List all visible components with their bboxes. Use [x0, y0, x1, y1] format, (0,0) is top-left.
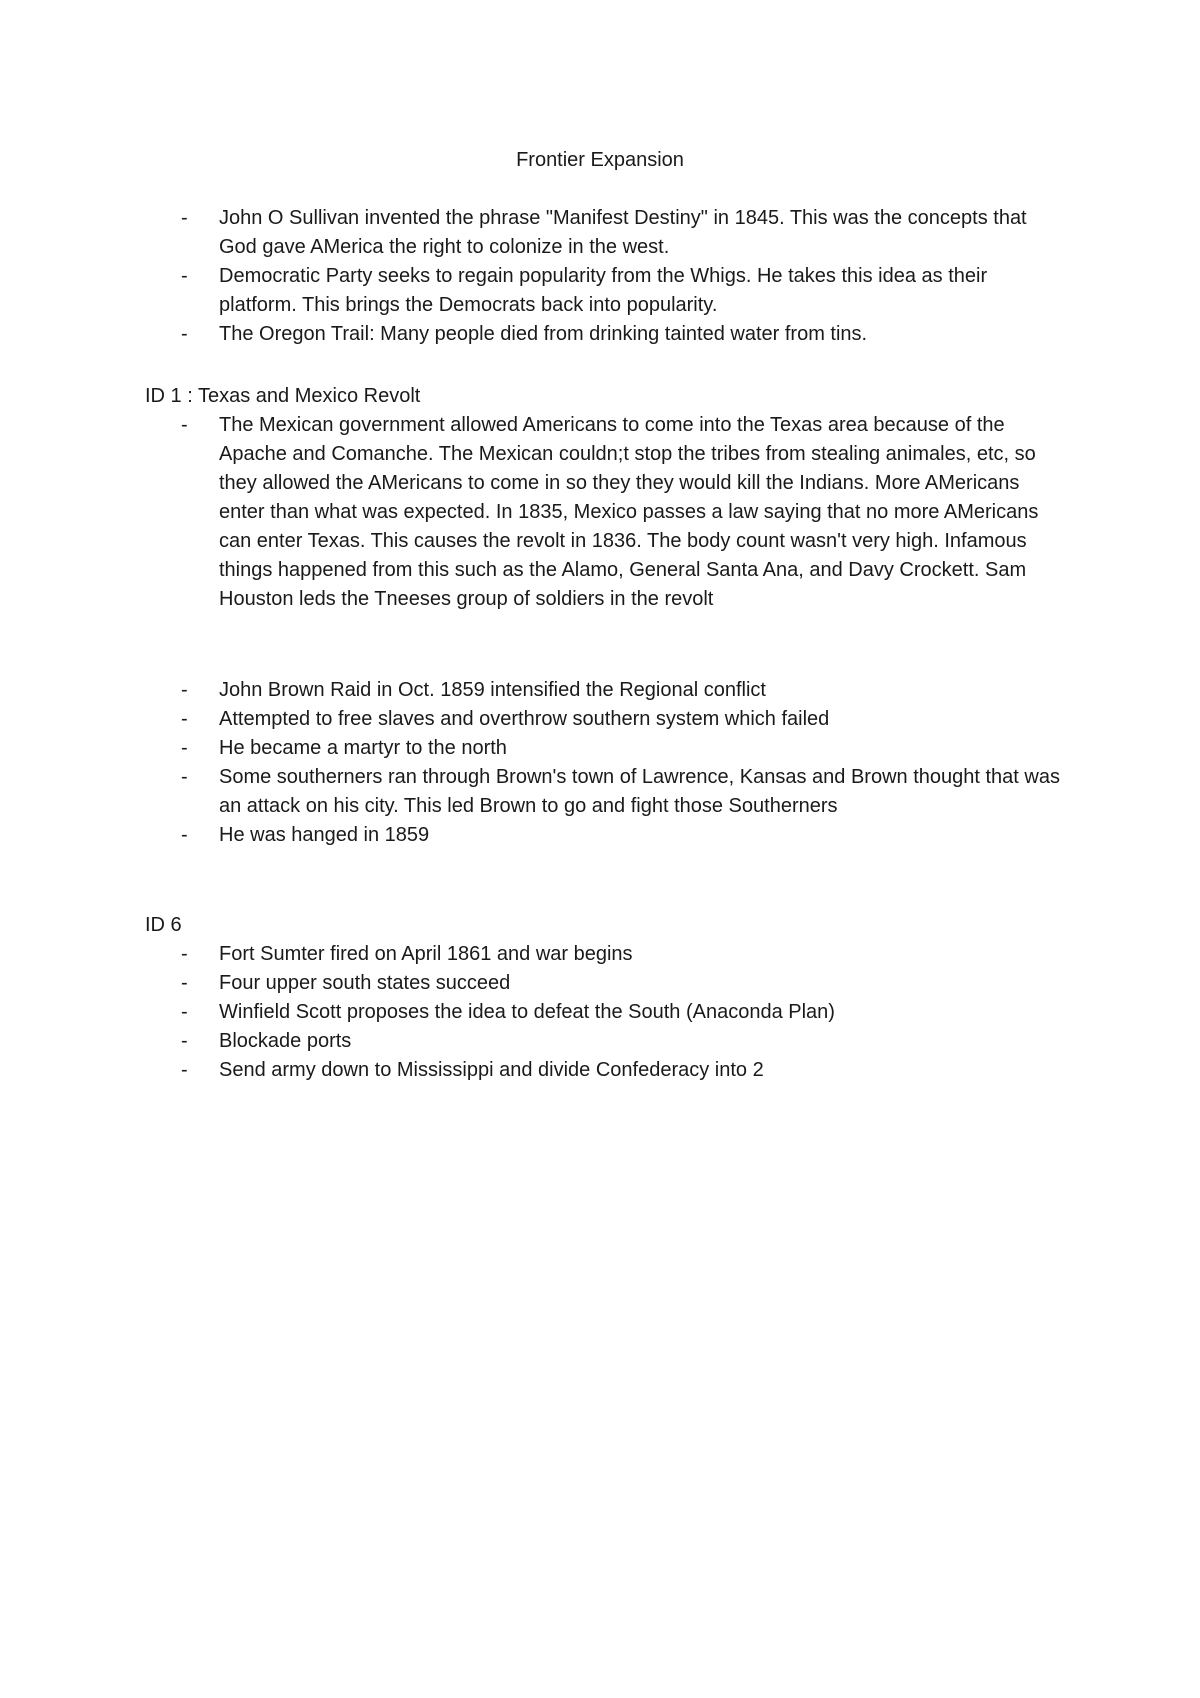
list-item	[145, 821, 1065, 850]
bullet-dash: -	[181, 766, 188, 788]
list-item-text: Winfield Scott proposes the idea to defeat the South (Anaconda Plan)	[219, 1001, 835, 1023]
bullet-dash: -	[181, 265, 188, 287]
list-item-text: Attempted to free slaves and overthrow southern system which failed	[219, 708, 830, 730]
list-item-text: Fort Sumter fired on April 1861 and war begins	[219, 943, 633, 965]
intro-bullet-list	[145, 204, 1065, 349]
list-item	[145, 676, 1065, 705]
list-item-text: Blockade ports	[219, 1030, 352, 1052]
document-title: Frontier Expansion	[516, 149, 684, 171]
list-item	[145, 1027, 1065, 1056]
list-item	[145, 320, 1065, 349]
list-item-text: The Mexican government allowed Americans to come into the Texas area because of the Apache and Comanche. The Mexican couldn;t stop the tribes from stealing animales, etc, so they allowed the AMericans to come in so they they would kill the Indians. More AMericans enter than what was expected. In 1835, Mexico passes a law saying that no more AMericans can enter Texas. This causes the revolt in 1836. The body count wasn't very high. Infamous things happened from this such as the Alamo, General Santa Ana, and Davy Crockett. Sam Houston leds the Tneeses group of soldiers in the revolt	[219, 414, 1039, 610]
bullet-dash: -	[181, 824, 188, 846]
list-item	[145, 940, 1065, 969]
section-texas-mexico	[145, 382, 1065, 614]
bullet-dash: -	[181, 1001, 188, 1023]
list-item-text: He was hanged in 1859	[219, 824, 430, 846]
bullet-dash: -	[181, 708, 188, 730]
list-item	[145, 734, 1065, 763]
section-bullet-list	[145, 940, 1065, 1085]
list-item	[145, 998, 1065, 1027]
list-item-text: He became a martyr to the north	[219, 737, 507, 759]
section-heading: ID 1 : Texas and Mexico Revolt	[145, 385, 421, 407]
list-item-text: John O Sullivan invented the phrase "Manifest Destiny" in 1845. This was the concepts that God gave AMerica the right to colonize in the west.	[219, 207, 1027, 258]
bullet-dash: -	[181, 972, 188, 994]
list-item	[145, 1056, 1065, 1085]
list-item	[145, 262, 1065, 320]
list-item-text: Democratic Party seeks to regain popularity from the Whigs. He takes this idea as their platform. This brings the Democrats back into popularity.	[219, 265, 988, 316]
bullet-dash: -	[181, 1059, 188, 1081]
list-item-text: Send army down to Mississippi and divide Confederacy into 2	[219, 1059, 764, 1081]
bullet-dash: -	[181, 323, 188, 345]
list-item-text: Four upper south states succeed	[219, 972, 511, 994]
section-id-6	[145, 911, 1065, 1085]
list-item	[145, 705, 1065, 734]
bullet-dash: -	[181, 679, 188, 701]
section-heading: ID 6	[145, 914, 182, 936]
list-item	[145, 969, 1065, 998]
bullet-dash: -	[181, 1030, 188, 1052]
section-john-brown	[145, 676, 1065, 850]
bullet-dash: -	[181, 737, 188, 759]
bullet-dash: -	[181, 414, 188, 436]
list-item-text: Some southerners ran through Brown's town of Lawrence, Kansas and Brown thought that was an attack on his city. This led Brown to go and fight those Southerners	[219, 766, 1060, 817]
list-item-text: John Brown Raid in Oct. 1859 intensified the Regional conflict	[219, 679, 766, 701]
list-item	[145, 411, 1065, 614]
list-item	[145, 204, 1065, 262]
list-item-text: The Oregon Trail: Many people died from drinking tainted water from tins.	[219, 323, 868, 345]
intro-section	[145, 204, 1065, 349]
list-item	[145, 763, 1065, 821]
bullet-dash: -	[181, 943, 188, 965]
section-bullet-list	[145, 411, 1065, 614]
bullet-dash: -	[181, 207, 188, 229]
section-bullet-list	[145, 676, 1065, 850]
